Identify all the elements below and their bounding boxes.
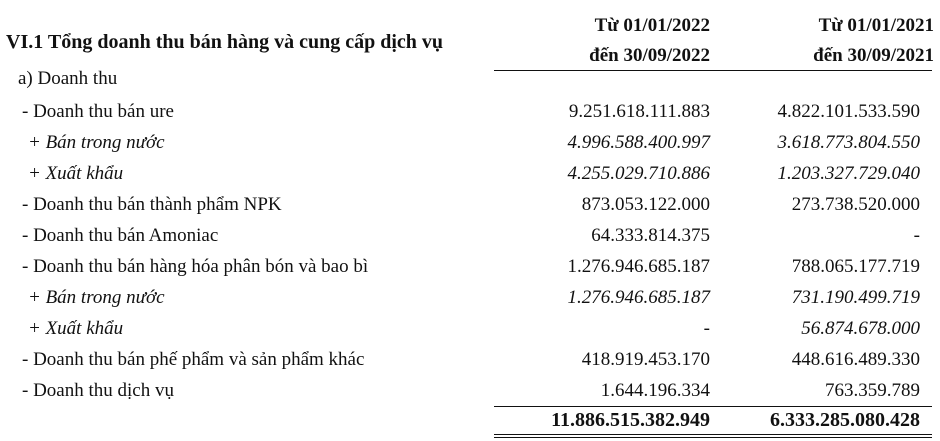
- value-2021: 4.822.101.533.590: [777, 101, 920, 122]
- column-header-2021-line2: đến 30/09/2021: [813, 45, 934, 66]
- total-row: [0, 405, 940, 436]
- value-2021: 763.359.789: [825, 380, 920, 401]
- section-title: VI.1 Tổng doanh thu bán hàng và cung cấp dịch vụ: [6, 31, 444, 53]
- value-2022: 1.644.196.334: [600, 380, 710, 401]
- value-2021: 56.874.678.000: [801, 318, 920, 339]
- value-2022: 9.251.618.111.883: [568, 101, 710, 122]
- column-header-2022: [494, 11, 710, 71]
- total-2021: 6.333.285.080.428: [770, 409, 920, 431]
- value-2021: 3.618.773.804.550: [777, 132, 920, 153]
- row-label: - Doanh thu bán phế phẩm và sản phẩm khác: [22, 349, 365, 370]
- row-label: + Bán trong nước: [28, 132, 165, 153]
- column-header-2022-line2: đến 30/09/2022: [589, 45, 710, 66]
- value-2022: 4.996.588.400.997: [567, 132, 710, 153]
- value-2022: 873.053.122.000: [581, 194, 710, 215]
- value-2022: 64.333.814.375: [591, 225, 710, 246]
- table-row: [0, 220, 940, 251]
- value-2021: 273.738.520.000: [791, 194, 920, 215]
- row-label: - Doanh thu dịch vụ: [22, 380, 174, 401]
- value-2022: 1.276.946.685.187: [567, 287, 710, 308]
- value-2021: -: [913, 225, 920, 246]
- value-2021: 1.203.327.729.040: [777, 163, 920, 184]
- row-label: + Xuất khẩu: [28, 163, 124, 184]
- column-header-2021-line1: Từ 01/01/2021: [818, 15, 934, 36]
- value-2022: 1.276.946.685.187: [567, 256, 710, 277]
- table-row: [0, 344, 940, 375]
- row-label: a) Doanh thu: [18, 68, 118, 89]
- table-row: [0, 282, 940, 313]
- table-row: [0, 127, 940, 158]
- value-2021: 731.190.499.719: [791, 287, 920, 308]
- table-row: [0, 63, 940, 94]
- row-label: + Bán trong nước: [28, 287, 165, 308]
- table-row: [0, 313, 940, 344]
- column-header-2022-line1: Từ 01/01/2022: [594, 15, 710, 36]
- row-label: - Doanh thu bán hàng hóa phân bón và bao bì: [22, 256, 369, 277]
- row-label: - Doanh thu bán thành phẩm NPK: [22, 194, 282, 215]
- total-2022: 11.886.515.382.949: [551, 409, 710, 431]
- table-row: [0, 158, 940, 189]
- table-row: [0, 189, 940, 220]
- row-label: + Xuất khẩu: [28, 318, 124, 339]
- value-2022: 418.919.453.170: [581, 349, 710, 370]
- column-header-2021: [718, 11, 934, 71]
- table-row: [0, 96, 940, 127]
- value-2021: 788.065.177.719: [791, 256, 920, 277]
- value-2022: 4.255.029.710.886: [567, 163, 710, 184]
- row-label: - Doanh thu bán Amoniac: [22, 225, 219, 246]
- total-double-rule-2: [494, 437, 932, 438]
- table-row: [0, 375, 940, 406]
- total-double-rule-1: [494, 434, 932, 435]
- table-row: [0, 251, 940, 282]
- value-2022: -: [703, 318, 710, 339]
- value-2021: 448.616.489.330: [791, 349, 920, 370]
- row-label: - Doanh thu bán ure: [22, 101, 174, 122]
